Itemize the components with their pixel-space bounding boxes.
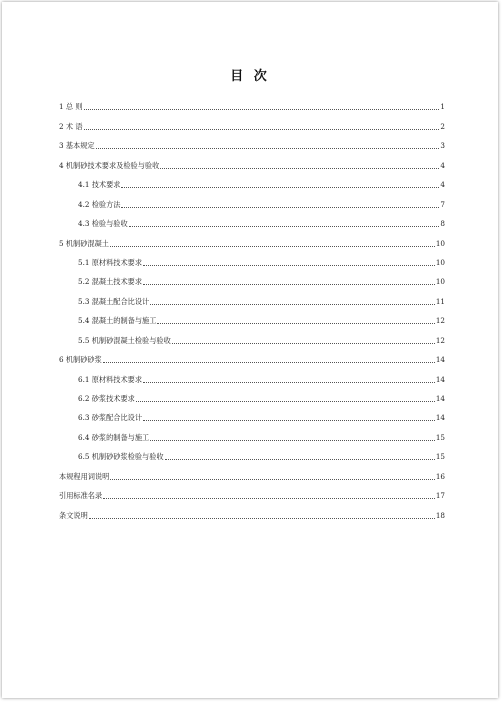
toc-title: 目 次 <box>230 69 270 84</box>
toc-entry-label: 6.4 砂浆的制备与施工 <box>78 432 150 442</box>
toc-entry[interactable] <box>59 307 445 326</box>
toc-entry-page-number: 15 <box>435 452 445 462</box>
document-page <box>2 2 498 698</box>
toc-entry[interactable] <box>59 482 445 501</box>
toc-entry-page-number: 15 <box>435 432 445 442</box>
dot-leader <box>160 168 439 169</box>
toc-entry[interactable] <box>59 326 445 345</box>
toc-entry-label: 6.3 砂浆配合比设计 <box>78 413 143 423</box>
toc-entry-page-number: 1 <box>440 102 445 112</box>
dot-leader <box>121 207 439 208</box>
toc-entry[interactable] <box>59 190 445 209</box>
toc-entry-label: 4.3 检验与验收 <box>78 219 128 229</box>
toc-entry-label: 6.2 砂浆技术要求 <box>78 394 135 403</box>
dot-leader <box>129 226 440 227</box>
toc-entry-page-number: 14 <box>435 413 445 423</box>
toc-entry[interactable] <box>59 462 445 481</box>
toc-entry[interactable] <box>59 171 445 190</box>
dot-leader <box>165 459 435 460</box>
toc-entry[interactable] <box>59 443 445 462</box>
toc-entry[interactable] <box>59 423 445 442</box>
dot-leader <box>136 401 435 402</box>
dot-leader <box>143 265 435 266</box>
toc-entry-label: 5 机制砂混凝土 <box>59 238 109 248</box>
toc-entry-label: 4.1 技术要求 <box>78 180 121 190</box>
toc-entry-page-number: 3 <box>440 141 445 151</box>
dot-leader <box>110 246 435 247</box>
toc-entry-page-number: 14 <box>435 355 445 365</box>
toc-entry[interactable] <box>59 229 445 248</box>
toc-entry[interactable] <box>59 365 445 384</box>
toc-entry-page-number: 8 <box>440 219 445 229</box>
toc-entry-label: 3 基本规定 <box>59 141 95 151</box>
toc-entry[interactable] <box>59 501 445 520</box>
dot-leader <box>84 109 440 110</box>
toc-entry-page-number: 17 <box>435 491 445 501</box>
toc-entry[interactable] <box>59 404 445 423</box>
dot-leader <box>143 284 435 285</box>
dot-leader <box>103 498 435 499</box>
toc-entry-page-number: 18 <box>435 510 445 520</box>
toc-entry[interactable] <box>59 346 445 365</box>
dot-leader <box>110 479 435 480</box>
dot-leader <box>150 440 435 441</box>
table-of-contents <box>59 93 445 521</box>
toc-entry-page-number: 12 <box>435 316 445 326</box>
toc-entry-label: 5.5 机制砂混凝土检验与验收 <box>78 335 171 345</box>
toc-entry-label: 条文说明 <box>59 510 88 520</box>
toc-entry-page-number: 14 <box>435 374 445 384</box>
toc-entry-page-number: 14 <box>435 394 445 403</box>
toc-entry-page-number: 10 <box>435 238 445 248</box>
toc-entry-label: 2 术 语 <box>59 121 83 131</box>
toc-entry-page-number: 7 <box>440 199 445 209</box>
dot-leader <box>150 304 435 305</box>
toc-entry[interactable] <box>59 132 445 151</box>
toc-entry[interactable] <box>59 385 445 404</box>
toc-entry-page-number: 4 <box>440 180 445 190</box>
toc-entry[interactable] <box>59 287 445 306</box>
toc-entry-label: 5.1 原材料技术要求 <box>78 257 143 267</box>
dot-leader <box>103 362 435 363</box>
dot-leader <box>89 518 435 519</box>
dot-leader <box>143 420 435 421</box>
toc-entry-label: 4.2 检验方法 <box>78 199 121 209</box>
dot-leader <box>143 382 435 383</box>
toc-entry-label: 5.2 混凝土技术要求 <box>78 277 143 287</box>
toc-entry[interactable] <box>59 210 445 229</box>
toc-entry-page-number: 10 <box>435 277 445 287</box>
dot-leader <box>121 187 439 188</box>
toc-entry-label: 引用标准名录 <box>59 491 103 501</box>
dot-leader <box>84 129 440 130</box>
toc-entry-page-number: 11 <box>435 296 445 306</box>
toc-entry-page-number: 12 <box>435 335 445 345</box>
toc-entry-label: 6 机制砂砂浆 <box>59 355 102 365</box>
toc-entry-label: 5.4 混凝土的制备与施工 <box>78 316 157 326</box>
toc-entry-label: 1 总 则 <box>59 102 83 112</box>
toc-entry[interactable] <box>59 249 445 268</box>
toc-entry-page-number: 2 <box>440 121 445 131</box>
toc-entry[interactable] <box>59 268 445 287</box>
toc-entry-label: 4 机制砂技术要求及检验与验收 <box>59 160 160 170</box>
toc-entry-page-number: 10 <box>435 257 445 267</box>
toc-entry[interactable] <box>59 93 445 112</box>
dot-leader <box>157 323 434 324</box>
toc-entry-label: 6.5 机制砂砂浆检验与验收 <box>78 452 164 462</box>
toc-entry-page-number: 16 <box>435 471 445 481</box>
toc-entry[interactable] <box>59 151 445 170</box>
toc-entry-label: 5.3 混凝土配合比设计 <box>78 296 150 306</box>
toc-entry-page-number: 4 <box>440 160 445 170</box>
toc-entry[interactable] <box>59 112 445 131</box>
dot-leader <box>172 343 435 344</box>
toc-entry-label: 本规程用词说明 <box>59 471 110 481</box>
dot-leader <box>96 148 440 149</box>
toc-entry-label: 6.1 原材料技术要求 <box>78 374 143 384</box>
